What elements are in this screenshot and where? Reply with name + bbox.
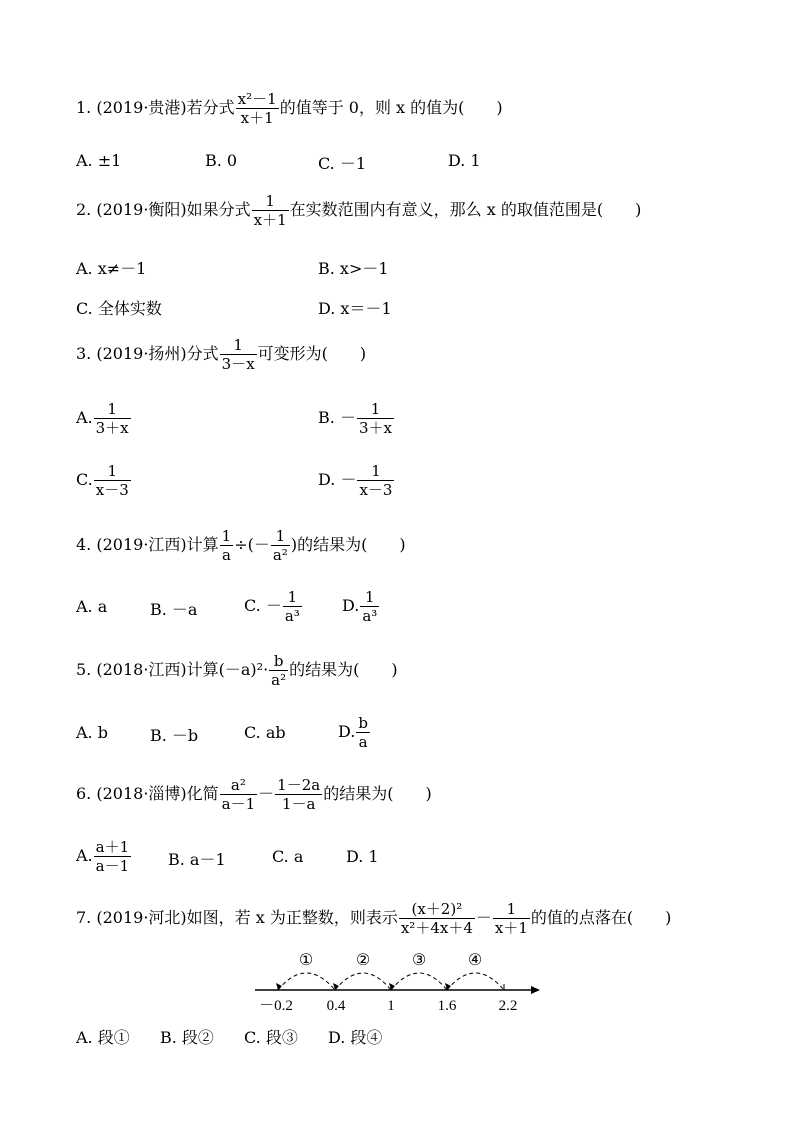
q4-option-d-denominator: a³ [362,607,378,625]
number-line-diagram [250,948,550,1014]
tick-label-3: 1 [387,998,395,1014]
q3-option-a-label: A. [76,408,93,427]
q3-option-b [318,400,395,437]
q1-option-c: C. －1 [318,154,367,173]
q3-option-d-denominator: x－3 [359,481,393,499]
q1-stem-prefix: 1. (2019·贵港)若分式 [76,98,235,117]
segment-arc-3 [391,973,447,990]
q6-minus-operator: － [258,784,275,803]
q6-option-a-numerator: a＋1 [95,838,130,856]
tick-label-1: －0.2 [259,998,293,1014]
q5-stem-prefix: 5. (2018·江西)计算(－a)²· [76,660,269,679]
q4-divide-operator: ÷(－ [234,535,270,554]
question-6-stem [76,776,432,813]
q6-fraction-1-denominator: a－1 [221,795,256,813]
q7-fraction-2-denominator: x＋1 [494,919,528,937]
q7-fraction-2 [493,900,530,937]
q2-fraction [252,192,289,229]
q3-option-a-denominator: 3＋x [95,419,129,437]
q6-option-c: C. a [272,847,304,866]
q5-fraction-denominator: a² [271,671,287,689]
q2-option-c: C. 全体实数 [76,299,162,318]
q4-option-c-fraction [283,588,302,625]
q4-fraction-1 [220,527,234,564]
q5-option-d-label: D. [338,722,356,741]
q7-stem-suffix: 的值的点落在( ) [530,908,672,927]
q5-option-c: C. ab [244,723,286,742]
q3-option-b-sign: － [339,408,356,427]
q4-option-c-denominator: a³ [284,607,300,625]
arc-arrowhead-1 [276,983,282,990]
q3-option-d-numerator: 1 [357,462,394,481]
q7-fraction-1-numerator: (x＋2)² [399,900,475,919]
q6-option-a-denominator: a－1 [95,857,130,875]
q6-option-a-label: A. [76,846,93,865]
q4-option-d-label: D. [342,596,360,615]
segment-arc-2 [335,973,391,990]
q2-option-d: D. x＝－1 [318,299,392,318]
q3-option-b-fraction [357,400,394,437]
q3-option-c-fraction [94,462,131,499]
question-5-stem [76,652,398,689]
q4-option-c-numerator: 1 [283,588,302,607]
q3-option-d-label: D. [318,470,336,489]
q1-fraction [236,90,279,127]
q3-option-d-fraction [357,462,394,499]
q4-fraction-2 [271,527,290,564]
q4-fraction-1-denominator: a [221,546,231,564]
q7-fraction-1 [399,900,475,937]
q6-fraction-1-numerator: a² [220,776,258,795]
q2-option-b: B. x>－1 [318,259,389,278]
segment-label-1: ① [298,950,314,969]
q5-fraction [269,652,288,689]
q3-option-c-denominator: x－3 [95,481,129,499]
q7-stem-prefix: 7. (2019·河北)如图，若 x 为正整数，则表示 [76,908,398,927]
q4-option-b: B. －a [150,600,198,619]
q6-fraction-2-denominator: 1－a [281,795,316,813]
q1-option-a: A. ±1 [76,151,122,170]
tick-label-4: 1.6 [437,998,457,1014]
q3-option-b-label: B. [318,408,335,427]
q2-fraction-numerator: 1 [252,192,289,211]
segment-label-2: ② [355,950,371,969]
q5-option-d-numerator: b [358,714,368,732]
q6-fraction-2 [275,776,322,813]
q4-fraction-1-numerator: 1 [221,527,232,545]
q2-stem-prefix: 2. (2019·衡阳)如果分式 [76,200,251,219]
q3-option-b-numerator: 1 [357,400,394,419]
question-2-stem [76,192,641,229]
q3-stem-suffix: 可变形为( ) [257,344,367,363]
q4-fraction-2-denominator: a² [272,546,288,564]
segment-arc-1 [278,973,335,990]
q4-fraction-2-numerator: 1 [271,527,290,546]
q5-option-d [338,714,371,751]
q1-fraction-numerator: x²－1 [237,90,277,108]
q7-option-a: A. 段① [76,1028,130,1047]
q7-minus-operator: － [475,908,492,927]
q6-option-a-fraction [94,838,132,875]
q6-option-b: B. a－1 [168,850,226,869]
tick-label-5: 2.2 [498,998,518,1014]
segment-arc-4 [447,973,504,990]
q4-option-d-numerator: 1 [360,588,379,607]
q5-option-a: A. b [76,723,108,742]
q4-option-d [342,588,380,625]
q3-option-c-label: C. [76,470,93,489]
q2-option-a: A. x≠－1 [76,259,147,278]
q5-option-d-fraction [356,714,370,751]
question-4-stem [76,527,406,564]
q3-option-a-numerator: 1 [94,400,131,419]
q1-option-d: D. 1 [448,151,481,170]
q5-option-b: B. －b [150,726,199,745]
q5-stem-suffix: 的结果为( ) [289,660,398,679]
q3-option-c-numerator: 1 [94,462,131,481]
q7-option-b: B. 段② [160,1028,214,1047]
q3-option-b-denominator: 3＋x [358,419,392,437]
q4-option-d-fraction [360,588,379,625]
q2-fraction-denominator: x＋1 [253,211,287,229]
q1-option-b: B. 0 [205,151,238,170]
q4-option-c [244,588,303,625]
q6-option-d: D. 1 [346,847,379,866]
q4-stem-prefix: 4. (2019·江西)计算 [76,535,219,554]
question-3-stem [76,336,366,373]
q6-stem-prefix: 6. (2018·淄博)化简 [76,784,219,803]
q3-option-c [76,462,132,499]
q7-fraction-1-denominator: x²＋4x＋4 [400,919,473,937]
q2-stem-suffix: 在实数范围内有意义，那么 x 的取值范围是( ) [289,200,642,219]
q4-option-c-label: C. － [244,596,282,615]
q6-option-a [76,838,132,875]
q1-fraction-denominator: x＋1 [240,109,274,127]
q4-stem-suffix: )的结果为( ) [290,535,406,554]
segment-label-4: ④ [467,950,483,969]
q3-option-d [318,462,395,499]
q7-fraction-2-numerator: 1 [493,900,530,919]
q6-fraction-2-numerator: 1－2a [277,776,321,794]
tick-label-2: 0.4 [326,998,346,1014]
q3-fraction-denominator: 3－x [221,355,255,373]
q5-option-d-denominator: a [358,733,368,751]
q3-option-d-sign: － [340,470,357,489]
q3-fraction [220,336,257,373]
q3-option-a-fraction [94,400,131,437]
q7-option-d: D. 段④ [328,1028,383,1047]
q1-stem-suffix: 的值等于 0，则 x 的值为( ) [279,98,503,117]
number-line-arrowhead [531,986,540,994]
q5-fraction-numerator: b [269,652,288,671]
q4-option-a: A. a [76,597,108,616]
q3-stem-prefix: 3. (2019·扬州)分式 [76,344,219,363]
q3-fraction-numerator: 1 [220,336,257,355]
question-1-stem [76,90,503,127]
q3-option-a [76,400,132,437]
segment-label-3: ③ [411,950,427,969]
q6-fraction-1 [220,776,258,813]
question-7-stem [76,900,671,937]
q7-option-c: C. 段③ [244,1028,298,1047]
q6-stem-suffix: 的结果为( ) [323,784,432,803]
